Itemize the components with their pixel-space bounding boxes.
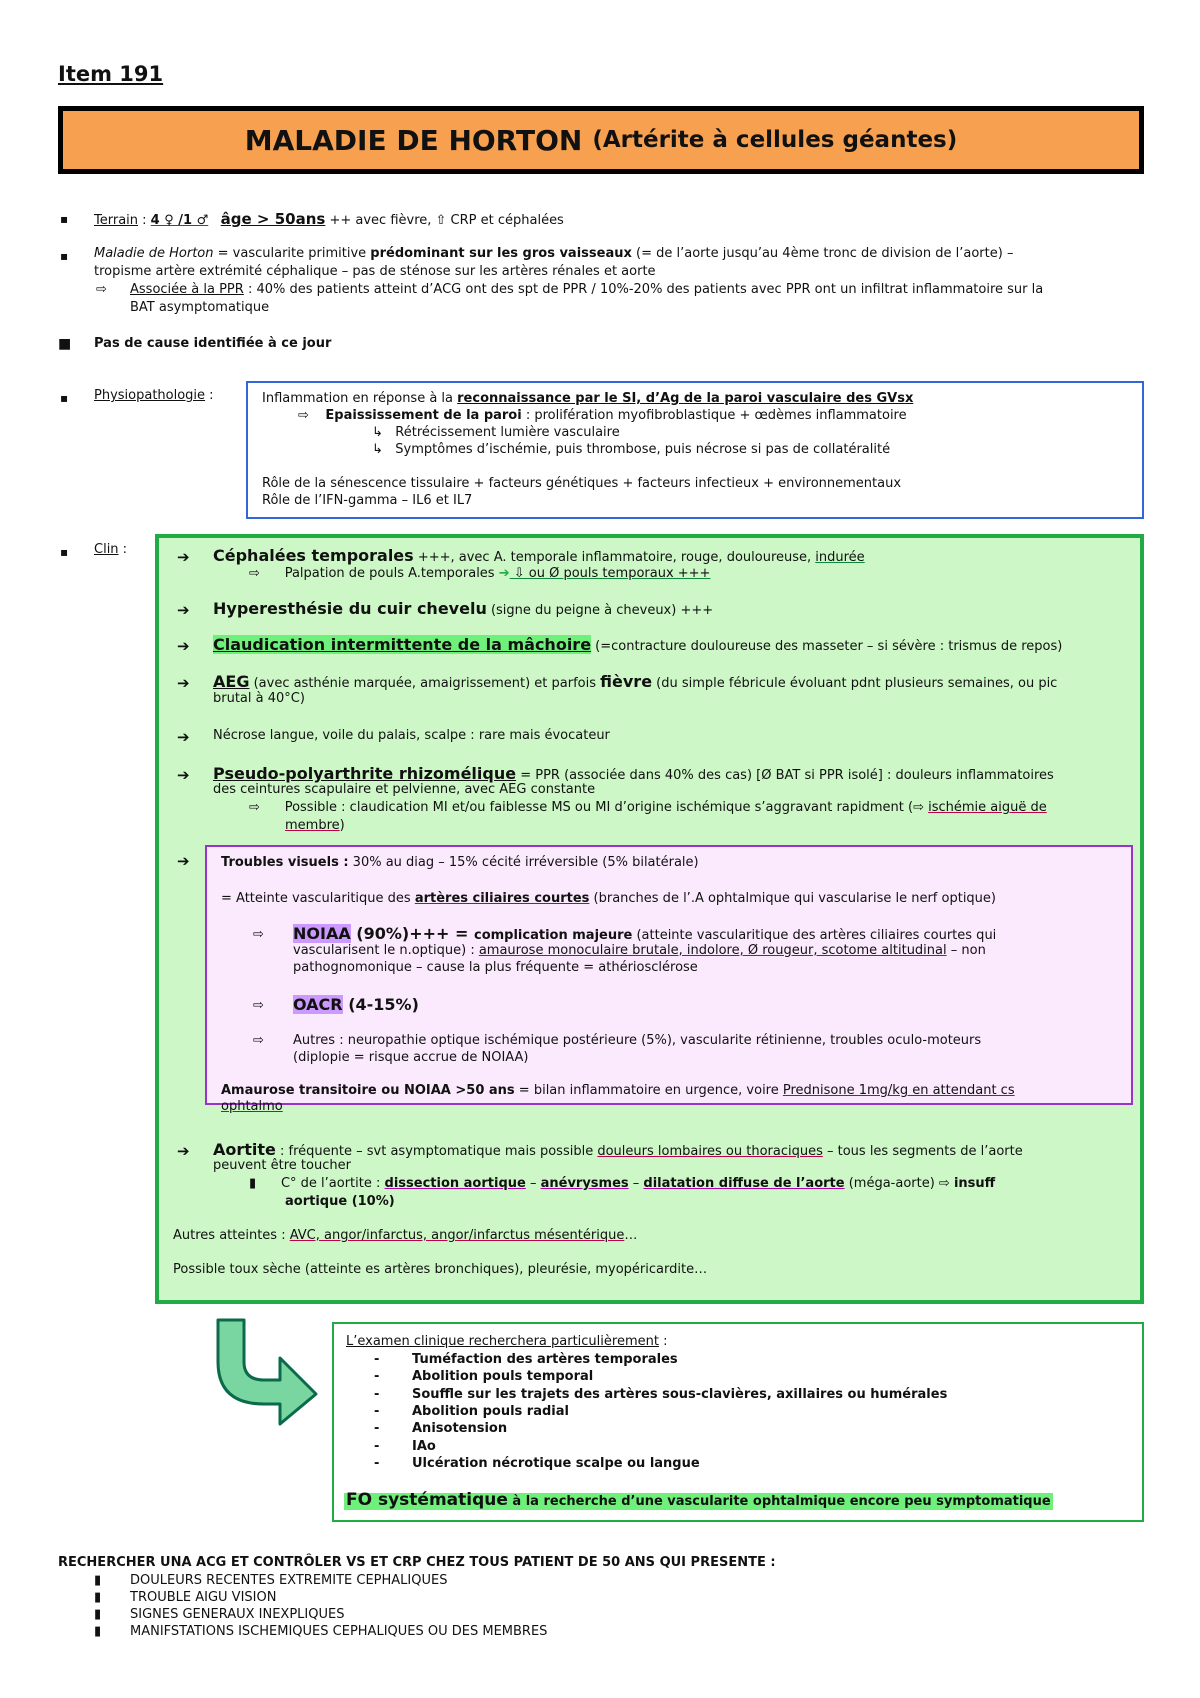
footer-item: [94, 1573, 447, 1588]
terrain-label: Terrain: [94, 213, 139, 228]
exam-item-text: Souffle sur les trajets des artères sous-clavières, axillaires ou humérales: [412, 1386, 948, 1402]
bullet-icon: ▮: [94, 1607, 102, 1622]
arrow-bullet-icon: ⇨: [253, 998, 264, 1013]
arrow-bullet-icon: ⇨: [253, 1033, 264, 1048]
arrow-bullet-icon: ⇨: [253, 927, 264, 942]
physio-line-4: ↳ Symptômes d’ischémie, puis thrombose, puis nécrose si pas de collatéralité: [372, 442, 891, 457]
definition-line-1: Maladie de Horton = vascularite primitive prédominant sur les gros vaisseaux (= de l’aorte jusqu’au 4ème tronc de division de l’aorte) –: [94, 246, 1014, 261]
bullet-icon: ▪: [60, 249, 69, 263]
physio-line-5: Rôle de la sénescence tissulaire + facteurs génétiques + facteurs infectieux + environnementaux: [262, 476, 902, 491]
bullet-icon: ▮: [94, 1590, 102, 1605]
exam-item-text: Abolition pouls temporal: [412, 1369, 594, 1385]
bullet-icon: ■: [58, 336, 72, 352]
amaurose-line: Amaurose transitoire ou NOIAA >50 ans = bilan inflammatoire en urgence, voire Prednisone 1mg/kg en attendant cs: [221, 1083, 1015, 1098]
exam-item-text: IAo: [412, 1438, 436, 1454]
aeg-line-2: brutal à 40°C): [213, 691, 305, 706]
cephalees-sub-line: ⇨ Palpation de pouls A.temporales ➔ ⇩ ou Ø pouls temporaux +++: [249, 566, 711, 581]
bullet-icon: ▪: [60, 545, 69, 559]
footer-title: RECHERCHER UNA ACG ET CONTRÔLER VS ET CRP CHEZ TOUS PATIENT DE 50 ANS QUI PRESENTE :: [58, 1555, 776, 1570]
physio-line-3: ↳ Rétrécissement lumière vasculaire: [372, 425, 620, 440]
autres-line: Autres : neuropathie optique ischémique postérieure (5%), vascularite rétinienne, troubles oculo-moteurs: [293, 1033, 982, 1048]
fo-line: FO systématique à la recherche d’une vascularite ophtalmique encore peu symptomatique: [346, 1490, 1051, 1510]
noiaa-line-3: pathognomonique – cause la plus fréquente = athériosclérose: [293, 960, 698, 975]
physio-label-line: Physiopathologie :: [94, 388, 214, 403]
item-number: Item 191: [58, 62, 164, 86]
tv-line-2: = Atteinte vascularitique des artères ciliaires courtes (branches de l’.A ophtalmique qui vascularise le nerf optique): [221, 891, 996, 906]
ppr-line: Pseudo-polyarthrite rhizomélique = PPR (associée dans 40% des cas) [Ø BAT si PPR isolé] : douleurs inflammatoires: [213, 764, 1054, 783]
curved-arrow-icon: [210, 1316, 320, 1426]
ppr-line-2: des ceintures scapulaire et pelvienne, avec AEG constante: [213, 782, 596, 797]
exam-item-text: Abolition pouls radial: [412, 1403, 569, 1419]
cause-line: Pas de cause identifiée à ce jour: [94, 336, 332, 351]
clin-label-line: Clin :: [94, 542, 128, 557]
dash-bullet-icon: -: [374, 1386, 380, 1402]
exam-item: [374, 1456, 700, 1471]
dash-bullet-icon: -: [374, 1403, 380, 1419]
aortite-line: Aortite : fréquente – svt asymptomatique mais possible douleurs lombaires ou thoraciques – tous les segments de l’aorte: [213, 1140, 1023, 1159]
claudication-line: Claudication intermittente de la mâchoire (=contracture douloureuse des masseter – si sévère : trismus de repos): [213, 635, 1063, 654]
arrow-bullet-icon: ➔: [177, 852, 190, 870]
footer-item: [94, 1590, 276, 1605]
ppr-association-line-2: BAT asymptomatique: [130, 300, 270, 315]
title-sub: (Artérite à cellules géantes): [592, 127, 958, 153]
bullet-icon: ▪: [60, 212, 69, 226]
ppr-sub-line-2: membre): [285, 818, 345, 833]
aeg-line: AEG (avec asthénie marquée, amaigrissement) et parfois fièvre (du simple fébricule évoluant pdnt plusieurs semaines, ou pic: [213, 672, 1058, 691]
exam-item: [374, 1352, 678, 1367]
exam-item: [374, 1404, 569, 1419]
ppr-sub-line: ⇨ Possible : claudication MI et/ou faiblesse MS ou MI d’origine ischémique s’aggravant rapidment (⇨ ischémie aiguë de: [249, 800, 1047, 815]
exam-title: L’examen clinique recherchera particulièrement :: [346, 1334, 668, 1349]
footer-item-text: DOULEURS RECENTES EXTREMITE CEPHALIQUES: [130, 1573, 448, 1588]
cephalees-line: Céphalées temporales +++, avec A. temporale inflammatoire, rouge, douloureuse, indurée: [213, 546, 865, 565]
footer-item-text: MANIFSTATIONS ISCHEMIQUES CEPHALIQUES OU DES MEMBRES: [130, 1624, 548, 1639]
toux-line: Possible toux sèche (atteinte es artères bronchiques), pleurésie, myopéricardite…: [173, 1262, 708, 1277]
oacr-line: OACR (4-15%): [293, 995, 419, 1014]
exam-item: [374, 1387, 947, 1402]
title-banner: [58, 106, 1144, 174]
arrow-bullet-icon: ➔: [177, 601, 190, 619]
clin-box: [155, 534, 1144, 1304]
amaurose-line-2: ophtalmo: [221, 1099, 283, 1114]
arrow-bullet-icon: ➔: [177, 674, 190, 692]
tv-line-1: Troubles visuels : 30% au diag – 15% cécité irréversible (5% bilatérale): [221, 855, 699, 870]
footer-item: [94, 1607, 344, 1622]
arrow-bullet-icon: ➔: [177, 766, 190, 784]
arrow-bullet-icon: ⇨: [96, 282, 107, 297]
visual-troubles-box: [205, 845, 1133, 1114]
aortite-sub-line-2: aortique (10%): [285, 1194, 395, 1209]
noiaa-line: NOIAA (90%)+++ = complication majeure (atteinte vascularitique des artères ciliaires courtes qui: [293, 924, 997, 943]
dash-bullet-icon: -: [374, 1352, 380, 1367]
arrow-bullet-icon: ➔: [177, 728, 190, 746]
exam-item-text: Tuméfaction des artères temporales: [412, 1352, 678, 1367]
bullet-icon: ▪: [60, 391, 69, 405]
footer-item: [94, 1624, 547, 1639]
aortite-line-2: peuvent être toucher: [213, 1158, 351, 1173]
physio-box: [246, 381, 1144, 519]
exam-box: [332, 1322, 1144, 1522]
autres-line-2: (diplopie = risque accrue de NOIAA): [293, 1050, 529, 1065]
dash-bullet-icon: -: [374, 1421, 380, 1437]
exam-item: [374, 1439, 436, 1454]
hyperesthesie-line: Hyperesthésie du cuir chevelu (signe du peigne à cheveux) +++: [213, 599, 714, 618]
dash-bullet-icon: -: [374, 1369, 380, 1385]
arrow-bullet-icon: ➔: [177, 637, 190, 655]
definition-line-2: tropisme artère extrémité céphalique – pas de sténose sur les artères rénales et aorte: [94, 264, 656, 279]
dash-bullet-icon: -: [374, 1455, 380, 1471]
noiaa-line-2: vascularisent le n.optique) : amaurose monoculaire brutale, indolore, Ø rougeur, scotome altitudinal – non: [293, 943, 986, 958]
bullet-icon: ▮: [94, 1573, 102, 1588]
physio-line-6: Rôle de l’IFN-gamma – IL6 et IL7: [262, 493, 473, 508]
exam-item: [374, 1369, 593, 1384]
title-main: MALADIE DE HORTON: [244, 123, 583, 157]
arrow-bullet-icon: ➔: [177, 1142, 190, 1160]
arrow-bullet-icon: ➔: [177, 548, 190, 566]
physio-line-2: ⇨ Epaississement de la paroi : prolifération myofibroblastique + œdèmes inflammatoire: [298, 408, 907, 423]
dash-bullet-icon: -: [374, 1438, 380, 1454]
exam-item-text: Ulcération nécrotique scalpe ou langue: [412, 1455, 700, 1471]
aortite-sub-line: ▮ C° de l’aortite : dissection aortique – anévrysmes – dilatation diffuse de l’aorte (méga-aorte) ⇨ insuff: [249, 1176, 996, 1191]
autres-atteintes-line: Autres atteintes : AVC, angor/infarctus, angor/infarctus mésentérique…: [173, 1228, 638, 1243]
terrain-sex: 4 ♀ /1 ♂: [150, 213, 209, 228]
ppr-association-line: Associée à la PPR : 40% des patients atteint d’ACG ont des spt de PPR / 10%-20% des patients avec PPR ont un infiltrat inflammatoire sur la: [130, 282, 1044, 297]
terrain-line: Terrain : 4 ♀ /1 ♂ âge > 50ans ++ avec fièvre, ⇧ CRP et céphalées: [94, 210, 564, 228]
exam-item-text: Anisotension: [412, 1421, 508, 1437]
bullet-icon: ▮: [94, 1624, 102, 1639]
footer-item-text: TROUBLE AIGU VISION: [130, 1590, 277, 1605]
physio-line-1: Inflammation en réponse à la reconnaissance par le SI, d’Ag de la paroi vasculaire des GVsx: [262, 391, 914, 406]
terrain-age: âge > 50ans: [220, 210, 326, 228]
necrose-line: Nécrose langue, voile du palais, scalpe : rare mais évocateur: [213, 728, 610, 743]
footer-item-text: SIGNES GENERAUX INEXPLIQUES: [130, 1607, 345, 1622]
exam-item: [374, 1421, 507, 1436]
